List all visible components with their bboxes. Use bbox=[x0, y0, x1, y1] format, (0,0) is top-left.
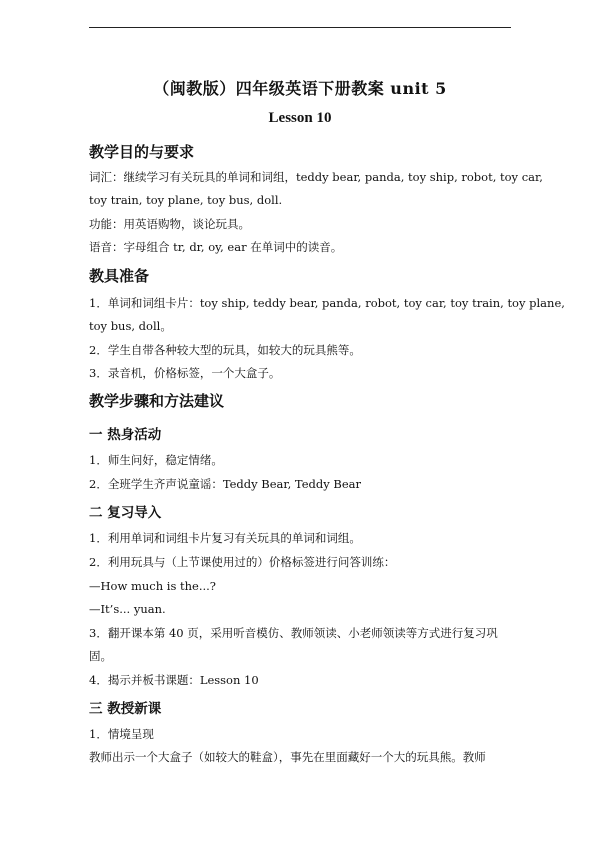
subsection-heading-review: 二 复习导入 bbox=[89, 505, 162, 521]
goals-phonics: 语音：字母组合 tr, dr, oy, ear 在单词中的读音。 bbox=[89, 240, 343, 254]
subsection-heading-warmup: 一 热身活动 bbox=[89, 427, 162, 443]
review-item-3-line-1: 3．翻开课本第 40 页，采用听音模仿、教师领读、小老师领读等方式进行复习巩 bbox=[89, 626, 498, 640]
review-item-4: 4．揭示并板书课题：Lesson 10 bbox=[89, 673, 259, 687]
document-title: （闽教版）四年级英语下册教案 unit 5 bbox=[153, 79, 447, 98]
warmup-item-2: 2．全班学生齐声说童谣：Teddy Bear, Teddy Bear bbox=[89, 477, 362, 491]
materials-item-1-line-2: toy bus, doll。 bbox=[89, 319, 172, 333]
lesson-title: Lesson 10 bbox=[268, 110, 332, 126]
goals-function: 功能：用英语购物，谈论玩具。 bbox=[89, 217, 250, 231]
subsection-heading-new: 三 教授新课 bbox=[89, 701, 162, 717]
materials-item-3: 3．录音机，价格标签，一个大盒子。 bbox=[89, 366, 281, 380]
new-paragraph: 教师出示一个大盒子（如较大的鞋盒），事先在里面藏好一个大的玩具熊。教师 bbox=[89, 750, 486, 764]
section-heading-materials: 教具准备 bbox=[89, 267, 150, 285]
section-heading-steps: 教学步骤和方法建议 bbox=[89, 392, 225, 410]
review-dialog-answer: —It’s... yuan. bbox=[89, 602, 166, 616]
review-item-1: 1．利用单词和词组卡片复习有关玩具的单词和词组。 bbox=[89, 531, 361, 545]
review-dialog-question: —How much is the...? bbox=[89, 579, 216, 593]
section-heading-goals: 教学目的与要求 bbox=[89, 143, 195, 161]
review-item-3-line-2: 固。 bbox=[89, 649, 112, 663]
goals-vocab-line-1: 词汇：继续学习有关玩具的单词和词组，teddy bear, panda, toy ship, robot, toy car, bbox=[89, 170, 543, 184]
header-rule bbox=[89, 27, 511, 28]
materials-item-1-line-1: 1．单词和词组卡片：toy ship, teddy bear, panda, robot, toy car, toy train, toy plane, bbox=[89, 296, 565, 310]
review-item-2: 2．利用玩具与（上节课使用过的）价格标签进行问答训练： bbox=[89, 555, 396, 569]
new-item-1: 1．情境呈现 bbox=[89, 727, 154, 741]
materials-item-2: 2．学生自带各种较大型的玩具，如较大的玩具熊等。 bbox=[89, 343, 361, 357]
goals-vocab-line-2: toy train, toy plane, toy bus, doll. bbox=[89, 193, 283, 207]
warmup-item-1: 1．师生问好，稳定情绪。 bbox=[89, 453, 223, 467]
